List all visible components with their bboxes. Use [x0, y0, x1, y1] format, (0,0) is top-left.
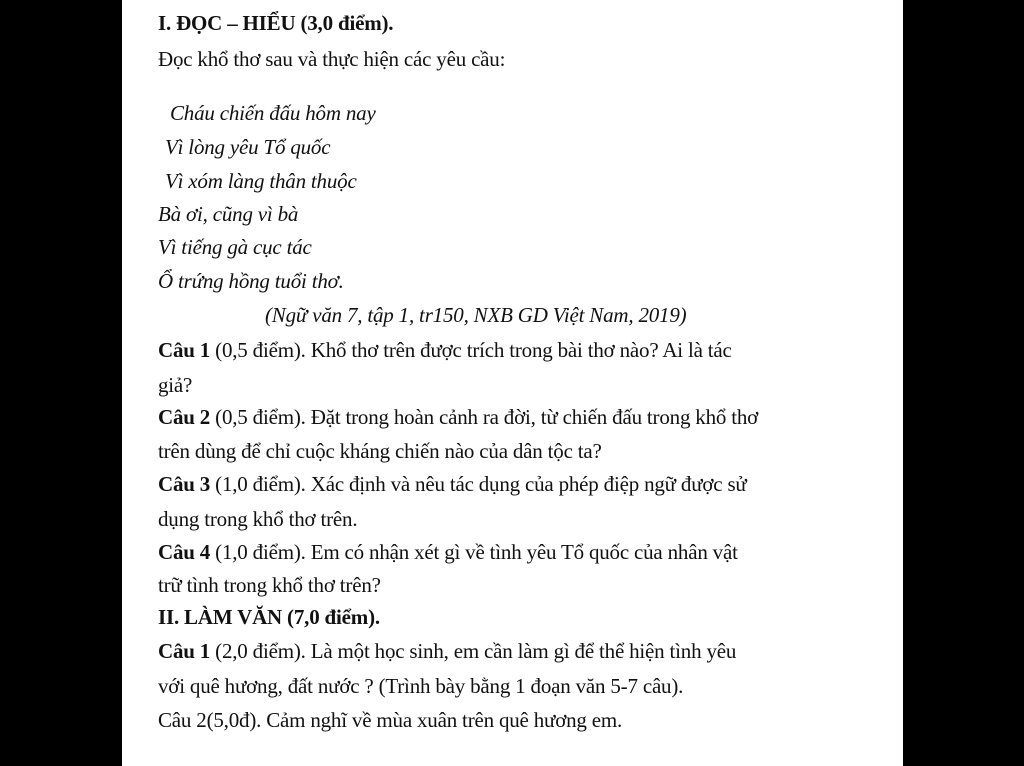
question-label: Câu 1 — [158, 639, 211, 663]
poem-line: Vì xóm làng thân thuộc — [165, 169, 357, 193]
question-text: (0,5 điểm). Khổ thơ trên được trích trong bài thơ nào? Ai là tác — [210, 338, 732, 362]
question-3 — [158, 471, 747, 497]
poem-line: Cháu chiến đấu hôm nay — [170, 101, 376, 125]
section-1-instruction: Đọc khổ thơ sau và thực hiện các yêu cầu: — [158, 47, 506, 71]
writing-question-2: Câu 2(5,0đ). Cảm nghĩ về mùa xuân trên quê hương em. — [158, 708, 623, 732]
question-label: Câu 3 — [158, 472, 211, 496]
writing-question-1 — [158, 638, 736, 664]
document-page — [122, 0, 903, 766]
question-2 — [158, 404, 758, 430]
poem-source: (Ngữ văn 7, tập 1, tr150, NXB GD Việt Nam, 2019) — [265, 303, 687, 327]
section-2-heading: II. LÀM VĂN (7,0 điểm). — [158, 605, 380, 629]
question-2-continued: trên dùng để chỉ cuộc kháng chiến nào của dân tộc ta? — [158, 439, 602, 463]
question-4 — [158, 539, 738, 565]
question-label: Câu 1 — [158, 338, 211, 362]
question-1-continued: giả? — [158, 373, 193, 397]
question-text: (0,5 điểm). Đặt trong hoàn cảnh ra đời, từ chiến đấu trong khổ thơ — [210, 405, 759, 429]
question-3-continued: dụng trong khổ thơ trên. — [158, 507, 358, 531]
poem-line: Bà ơi, cũng vì bà — [158, 202, 299, 226]
question-label: Câu 4 — [158, 540, 211, 564]
question-label: Câu 2 — [158, 405, 211, 429]
poem-line: Ổ trứng hồng tuổi thơ. — [158, 269, 344, 293]
question-text: (1,0 điểm). Xác định và nêu tác dụng của phép điệp ngữ được sử — [210, 472, 747, 496]
question-text: (1,0 điểm). Em có nhận xét gì về tình yêu Tổ quốc của nhân vật — [210, 540, 738, 564]
question-4-continued: trữ tình trong khổ thơ trên? — [158, 573, 381, 597]
poem-line: Vì tiếng gà cục tác — [158, 235, 312, 259]
question-text: (2,0 điểm). Là một học sinh, em cần làm gì để thể hiện tình yêu — [210, 639, 737, 663]
section-1-heading: I. ĐỌC – HIỂU (3,0 điểm). — [158, 11, 394, 35]
poem-line: Vì lòng yêu Tổ quốc — [165, 135, 331, 159]
writing-question-1-continued: với quê hương, đất nước ? (Trình bày bằng 1 đoạn văn 5-7 câu). — [158, 674, 684, 698]
question-1 — [158, 337, 732, 363]
